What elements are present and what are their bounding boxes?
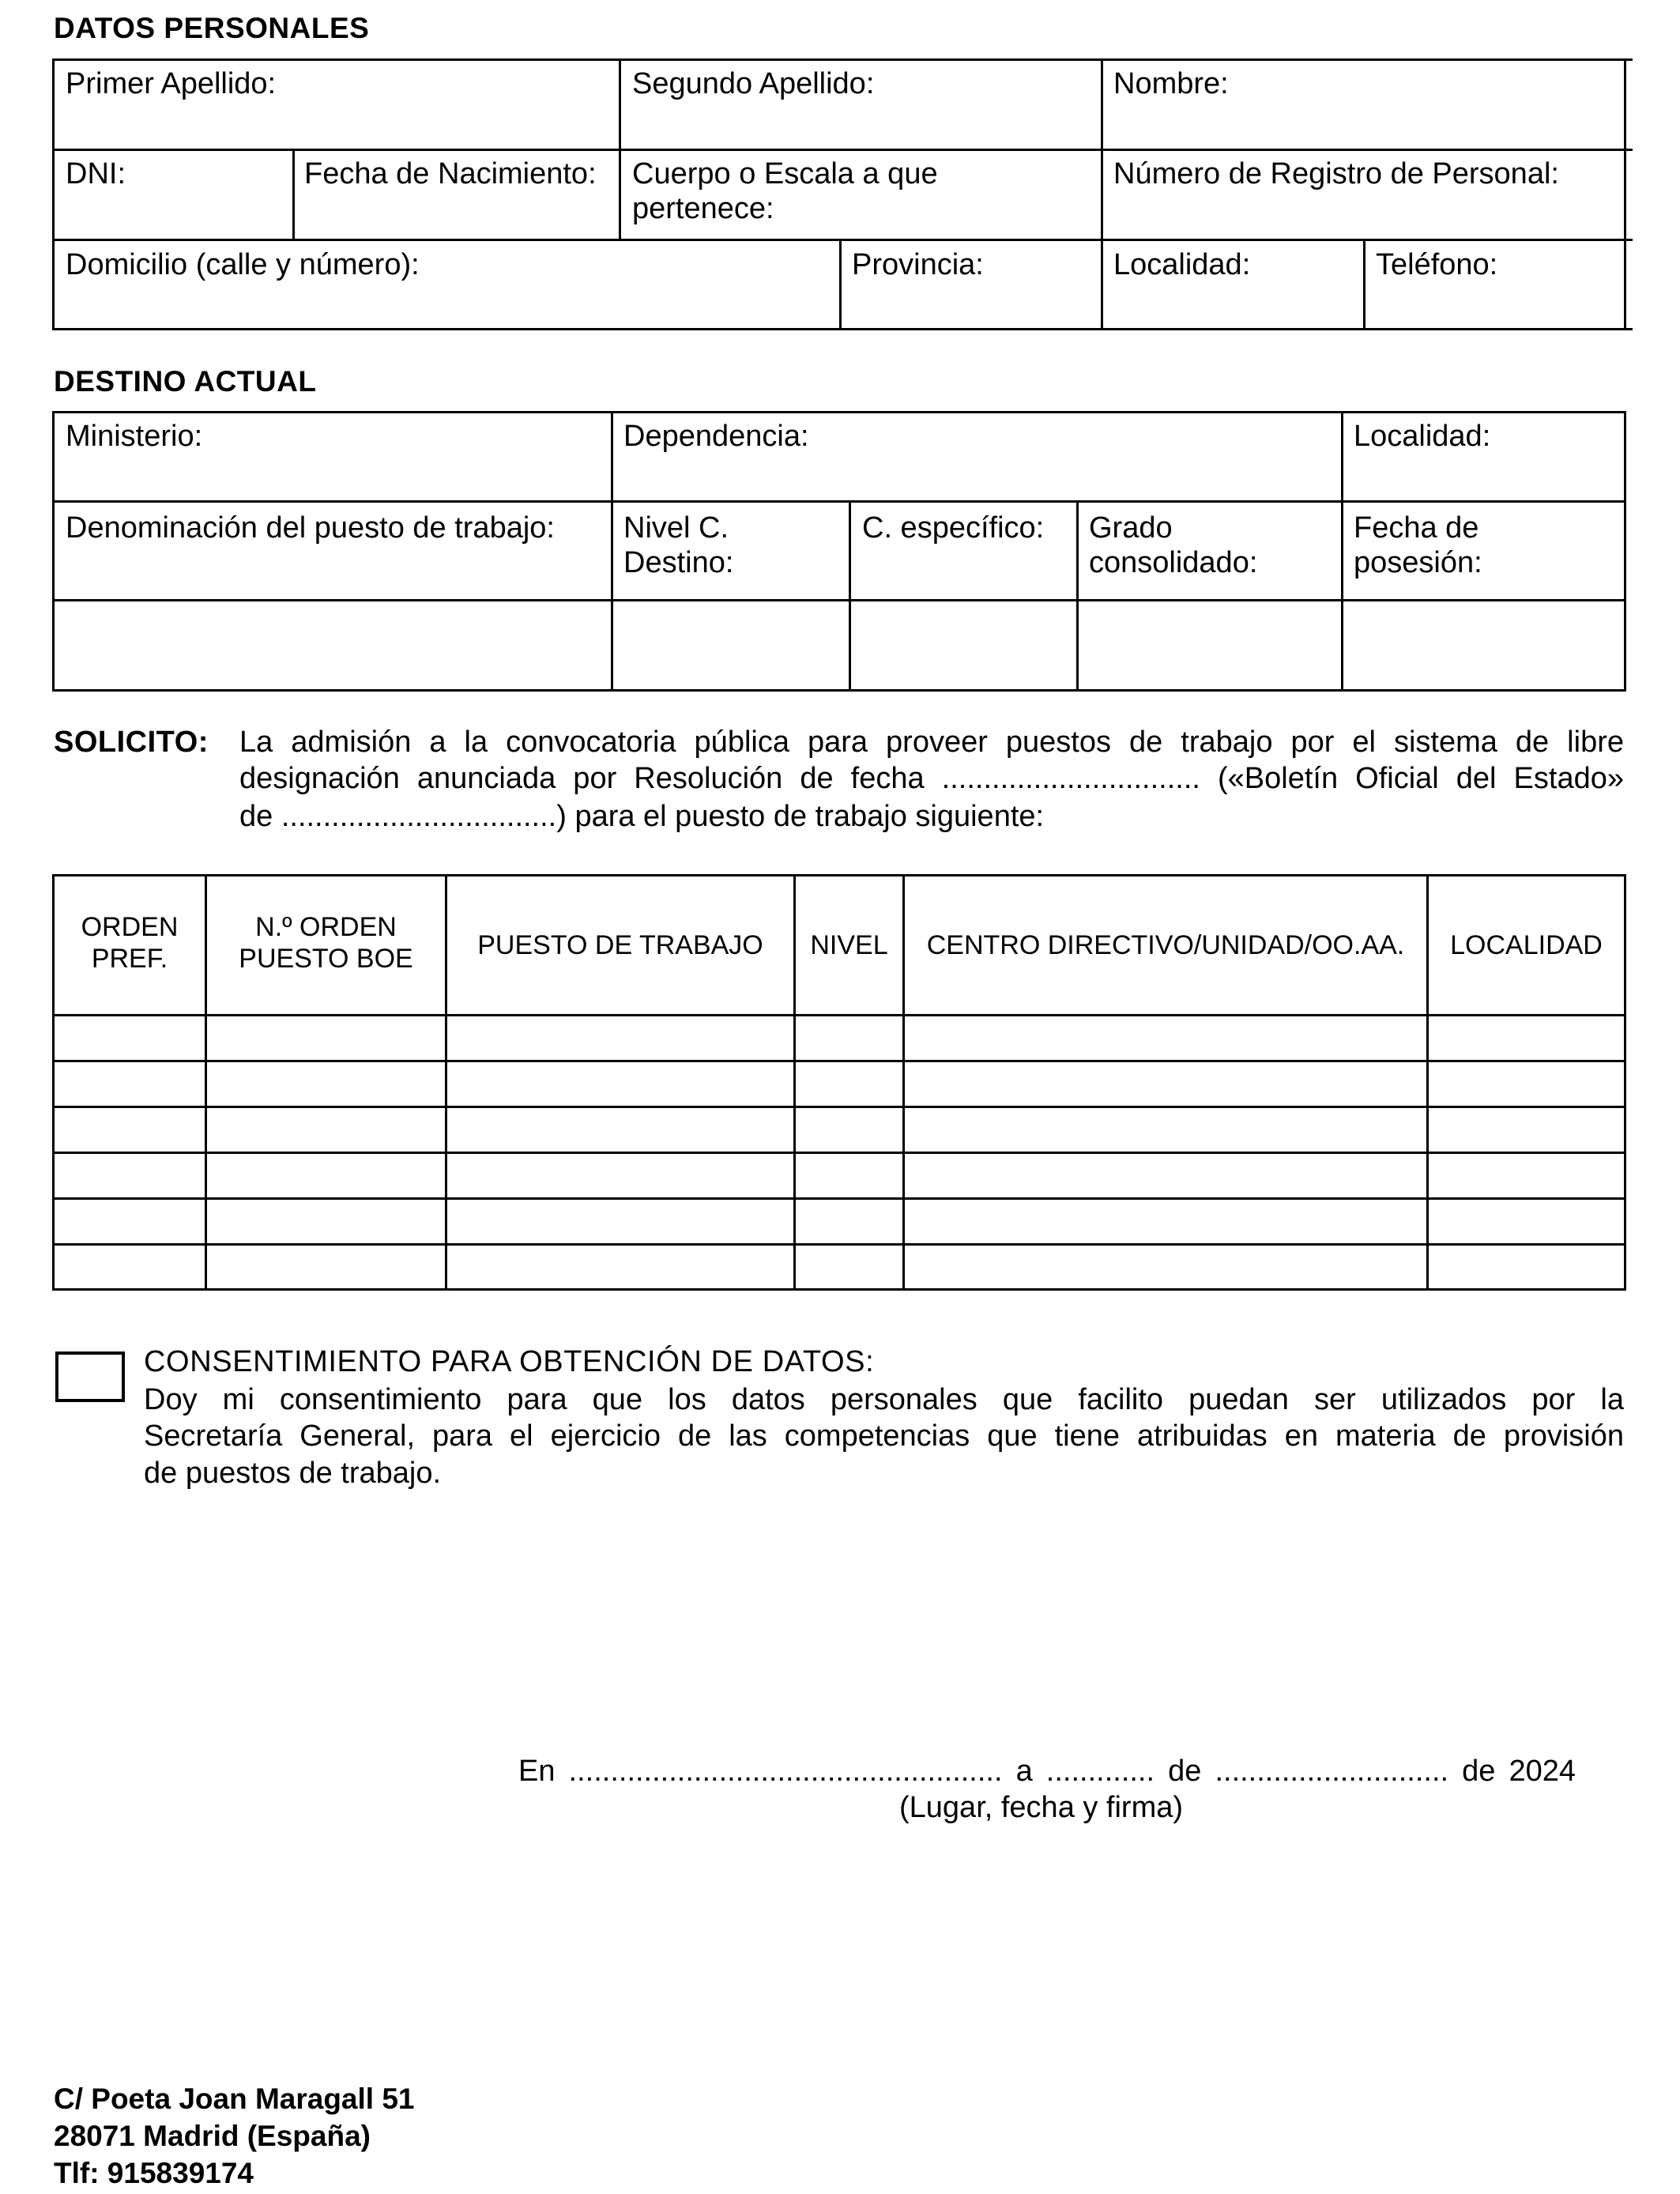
grado-consolidado-field[interactable]: Grado consolidado:: [1089, 511, 1258, 579]
header-orden-pref: ORDEN PREF.: [81, 912, 179, 974]
footer-phone: Tlf: 915839174: [54, 2157, 254, 2189]
consentimiento-line-3: de puestos de trabajo.: [144, 1457, 442, 1490]
cuerpo-escala-field[interactable]: Cuerpo o Escala a que pertenece:: [632, 157, 938, 225]
dependencia-field[interactable]: Dependencia:: [623, 420, 809, 453]
nombre-field[interactable]: Nombre:: [1113, 67, 1229, 100]
telefono-field[interactable]: Teléfono:: [1376, 248, 1498, 281]
primer-apellido-field[interactable]: Primer Apellido:: [66, 67, 277, 100]
destino-localidad-field[interactable]: Localidad:: [1354, 420, 1491, 453]
nivel-destino-field[interactable]: Nivel C. Destino:: [623, 511, 734, 579]
header-centro-directivo: CENTRO DIRECTIVO/UNIDAD/OO.AA.: [926, 930, 1405, 960]
destino-actual-heading: DESTINO ACTUAL: [54, 365, 317, 398]
firma-line: En .................................................... a ............. de ............................ de 2024: [518, 1755, 1576, 1788]
segundo-apellido-field[interactable]: Segundo Apellido:: [632, 67, 875, 100]
localidad-field[interactable]: Localidad:: [1113, 248, 1251, 281]
footer-address-line-2: 28071 Madrid (España): [54, 2120, 371, 2152]
c-especifico-field[interactable]: C. específico:: [862, 511, 1045, 545]
dni-field[interactable]: DNI:: [66, 157, 126, 190]
fecha-posesion-field[interactable]: Fecha de posesión:: [1354, 511, 1482, 579]
consentimiento-checkbox[interactable]: [55, 1351, 125, 1402]
header-localidad: LOCALIDAD: [1450, 930, 1603, 960]
consentimiento-line-2: Secretaría General, para el ejercicio de las competencias que tiene atribuidas en materia de provisión: [144, 1419, 1624, 1453]
firma-caption: (Lugar, fecha y firma): [899, 1791, 1184, 1824]
solicito-line-2: designación anunciada por Resolución de fecha ............................... («Boletín Oficial del Estado»: [239, 762, 1624, 795]
header-orden-boe: N.º ORDEN PUESTO BOE: [239, 912, 413, 974]
consentimiento-title: CONSENTIMIENTO PARA OBTENCIÓN DE DATOS:: [144, 1345, 875, 1378]
solicito-line-3: de .................................) para el puesto de trabajo siguiente:: [239, 800, 1045, 833]
denominacion-puesto-field[interactable]: Denominación del puesto de trabajo:: [66, 511, 555, 545]
ministerio-field[interactable]: Ministerio:: [66, 420, 203, 453]
provincia-field[interactable]: Provincia:: [852, 248, 984, 281]
fecha-nacimiento-field[interactable]: Fecha de Nacimiento:: [304, 157, 597, 190]
datos-personales-heading: DATOS PERSONALES: [54, 12, 370, 44]
solicito-line-1: La admisión a la convocatoria pública para proveer puestos de trabajo por el sistema de libre: [239, 726, 1624, 759]
footer-address-line-1: C/ Poeta Joan Maragall 51: [54, 2083, 415, 2115]
header-nivel: NIVEL: [810, 930, 888, 960]
domicilio-field[interactable]: Domicilio (calle y número):: [66, 248, 420, 281]
header-puesto-trabajo: PUESTO DE TRABAJO: [477, 930, 763, 960]
consentimiento-line-1: Doy mi consentimiento para que los datos personales que facilito puedan ser utilizados por la: [144, 1383, 1624, 1416]
solicito-label: SOLICITO:: [54, 726, 209, 759]
numero-registro-field[interactable]: Número de Registro de Personal:: [1113, 157, 1559, 190]
